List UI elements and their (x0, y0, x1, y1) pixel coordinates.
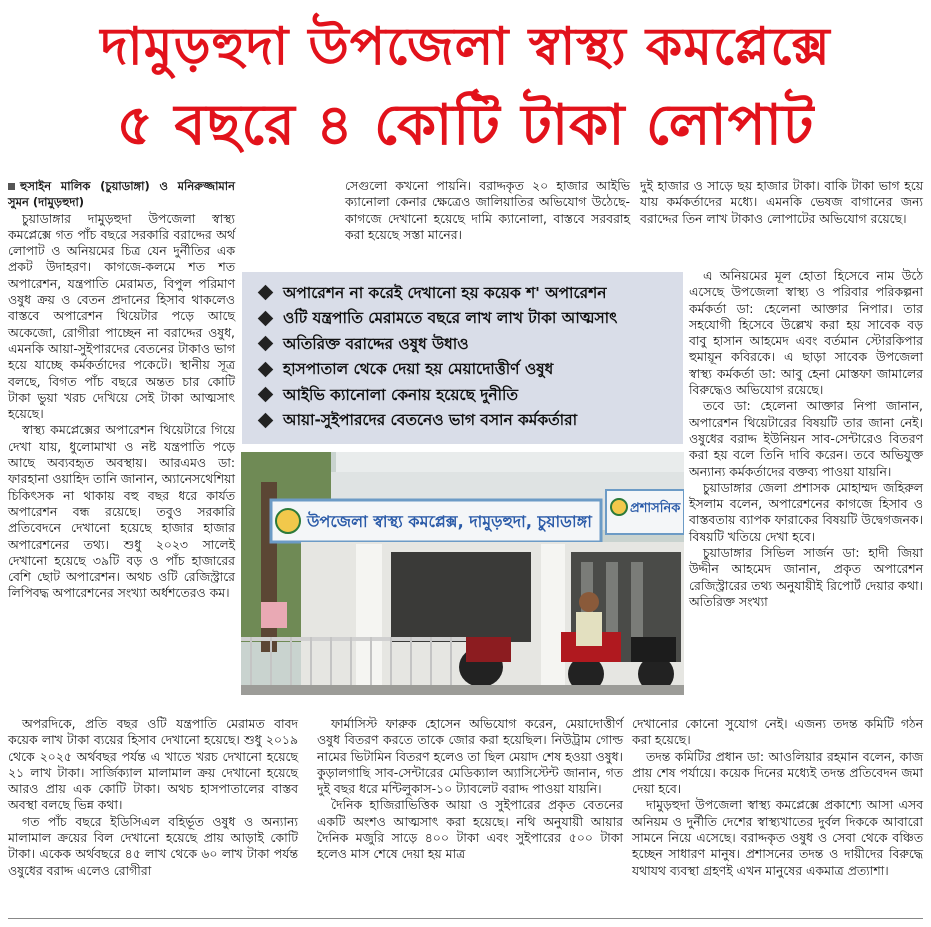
paragraph: ফার্মাসিস্ট ফারুক হোসেন অভিযোগ করেন, মেয়াদোত্তীর্ণ ওষুধ বিতরণ করতে তাকে জোর করা হয়েছিল। নিউট্রাম গোল্ড নামের ভিটামিন বিতরণ হলেও তা ছিল মেয়াদ শেষ হওয়া ওষুধ। কুড়ালগাছি সাব-সেন্টারের মেডিক্যাল অ্যাসিস্টেন্ট জানান, গত দুই বছর ধরে মন্টিলুকাস-১০ ট্যাবলেট বরাদ্দ পাওয়া যায়নি। (317, 716, 623, 797)
article-column-a-bottom (8, 716, 298, 879)
paragraph: দৈনিক হাজিরাভিত্তিক আয়া ও সুইপারের প্রকৃত বেতনের একটি অংশও আত্মসাৎ করা হয়েছে। নথি অনুযায়ী আয়ার দৈনিক মজুরি সাড়ে ৪০০ টাকা এবং সুইপারের ৫০০ টাকা হলেও মাস শেষে দেয়া হয় মাত্র (317, 797, 623, 862)
diamond-bullet-icon (258, 387, 274, 403)
headline-line-2: ৫ বছরে ৪ কোটি টাকা লোপাট (116, 93, 815, 158)
highlight-text: আয়া-সুইপারদের বেতনেও ভাগ বসান কর্মকর্তারা (283, 411, 578, 430)
highlight-text: হাসপাতাল থেকে দেয়া হয় মেয়াদোত্তীর্ণ ওষুধ (283, 360, 554, 379)
paragraph: চুয়াডাঙ্গার দামুড়হুদা উপজেলা স্বাস্থ্য কমপ্লেক্সে গত পাঁচ বছরে সরকারি বরাদ্দের অর্থ লোপাট ও অনিয়মের চিত্র যেন দুর্নীতির এক প্রকট উদাহরণ। কাগজে-কলমে শত শত অপারেশন, যন্ত্রপাতি মেরামত, বিপুল পরিমাণ ওষুধ ক্রয় ও বেতন প্রদানের হিসাব থাকলেও বাস্তবে অপারেশন থিয়েটার পড়ে আছে অকেজো, রোগীরা পাচ্ছেন না বরাদ্দের ওষুধ, এমনকি আয়া-সুইপারদের বেতনের টাকাও ভাগ হয়ে যাচ্ছে কর্মকর্তাদের পকেটে। স্থানীয় সূত্র বলছে, বিগত পাঁচ বছরে অন্তত চার কোটি টাকা ভুয়া খরচ দেখিয়ে সেই টাকা আত্মসাৎ হয়েছে। (8, 210, 235, 422)
highlight-item (252, 280, 673, 306)
paragraph: চুয়াডাঙ্গার সিভিল সার্জন ডা: হাদী জিয়া উদ্দীন আহমেদ জানান, প্রকৃত অপারেশন রেজিস্ট্রারের তথ্য অনুযায়ীই রিপোর্ট দেয়ার কথা। অতিরিক্ত সংখ্যা (689, 545, 923, 609)
highlight-item (252, 331, 673, 357)
paragraph: তদন্ত কমিটির প্রধান ডা: আওলিয়ার রহমান বলেন, কাজ প্রায় শেষ পর্যায়ে। কয়েক দিনের মধ্যেই তদন্ত প্রতিবেদন জমা দেয়া হবে। (632, 748, 923, 797)
headline-line-1: দামুড়হুদা উপজেলা স্বাস্থ্য কমপ্লেক্সে (100, 17, 831, 77)
highlights-box (242, 272, 683, 444)
article-column-c-middle (689, 268, 923, 610)
highlight-text: অপারেশন না করেই দেখানো হয় কয়েক শ' অপারেশন (283, 283, 607, 302)
article-column-c-top (640, 178, 923, 227)
paragraph: স্বাস্থ্য কমপ্লেক্সের অপারেশন থিয়েটারে গিয়ে দেখা যায়, ধুলোমাখা ও নষ্ট যন্ত্রপাতি পড়ে আছে অব্যবহৃত অবস্থায়। আরএমও ডা: ফারহানা ওয়াহিদ তানি জানান, অ্যানেসথেশিয়া চিকিৎসক না থাকায় বহু বছর ধরে কার্যত অপারেশন বন্ধ রয়েছে। তবুও সরকারি প্রতিবেদনে দেখানো হয়েছে হাজার হাজার অপারেশনের তথ্য। শুধু ২০২৩ সালেই দেখানো হয়েছে ৩৯টি বড় ও পাঁচ হাজারের বেশি ছোট অপারেশন। অথচ ওটি রেজিস্ট্রারে লিপিবদ্ধ অপারেশনের সংখ্যা অর্ধশতেরও কম। (8, 422, 235, 601)
paragraph: সেগুলো কখনো পায়নি। বরাদ্দকৃত ২০ হাজার আইভি ক্যানোলা কেনার ক্ষেত্রেও জালিয়াতির অভিযোগ উঠেছে- কাগজে দেখানো হয়েছে দামি ক্যানোলা, বাস্তবে সরবরাহ করা হয়েছে সস্তা মানের। (345, 178, 630, 242)
highlight-text: অতিরিক্ত বরাদ্দের ওষুধ উধাও (283, 334, 469, 353)
sign-main-text: উপজেলা স্বাস্থ্য কমপ্লেক্স, দামুড়হুদা, চুয়াডাঙ্গা (307, 512, 592, 531)
byline (8, 178, 235, 211)
paragraph: তবে ডা: হেলেনা আক্তার নিপা জানান, অপারেশন থিয়েটারের বিষয়টি তার জানা নেই। ওষুধের বরাদ্দ ইউনিয়ন সাব-সেন্টারেও বিতরণ করা হয় বলে তিনি দাবি করেন। তবে অভিযুক্ত অন্যান্য কর্মকর্তাদের বক্তব্য পাওয়া যায়নি। (689, 398, 923, 479)
highlight-text: আইভি ক্যানোলা কেনায় হয়েছে দুনীতি (283, 385, 518, 404)
highlight-text: ওটি যন্ত্রপাতি মেরামতে বছরে লাখ লাখ টাকা আত্মসাৎ (283, 309, 618, 328)
diamond-bullet-icon (258, 336, 274, 352)
hospital-building-illustration (241, 452, 684, 695)
highlight-item (252, 306, 673, 332)
article-column-b-bottom (317, 716, 623, 863)
paragraph: চুয়াডাঙ্গার জেলা প্রশাসক মোহাম্মদ জহিরুল ইসলাম বলেন, অপারেশনের কাগজে হিসাব ও বাস্তবতায় ব্যাপক ফারাকের বিষয়টি উদ্বেগজনক। বিষয়টি খতিয়ে দেখা হবে। (689, 479, 923, 544)
highlight-item (252, 382, 673, 408)
article-column-b-top (345, 178, 630, 243)
byline-square-icon (8, 183, 15, 190)
diamond-bullet-icon (258, 412, 274, 428)
paragraph: গত পাঁচ বছরে ইডিসিএল বহির্ভূত ওষুধ ও অন্যান্য মালামাল ক্রয়ের বিল দেখানো হয়েছে প্রায় আড়াই কোটি টাকা। একেক অর্থবছরে ৪৫ লাখ থেকে ৬০ লাখ টাকা পর্যন্ত ওষুধের বরাদ্দ এলেও রোগীরা (8, 813, 298, 878)
highlight-item (252, 408, 673, 434)
paragraph: দেখানোর কোনো সুযোগ নেই। এজন্য তদন্ত কমিটি গঠন করা হয়েছে। (632, 716, 923, 748)
paragraph: অপরদিকে, প্রতি বছর ওটি যন্ত্রপাতি মেরামত বাবদ কয়েক লাখ টাকা ব্যয়ের হিসাব দেখানো হয়েছে। শুধু ২০১৯ থেকে ২০২৫ অর্থবছর পর্যন্ত এ খাতে খরচ দেখানো হয়েছে ২১ লাখ টাকা। সার্জিক্যাল মালামাল ক্রয় দেখানো হয়েছে আরও প্রায় এক কোটি টাকা। অথচ হাসপাতালের বাস্তব অবস্থা বলছে ভিন্ন কথা। (8, 716, 298, 813)
paragraph: দামুড়হুদা উপজেলা স্বাস্থ্য কমপ্লেক্সে প্রকাশ্যে আসা এসব অনিয়ম ও দুর্নীতি দেশের স্বাস্থ্যখাতের দুর্বল দিককে আবারো সামনে নিয়ে এসেছে। বরাদ্দকৃত ওষুধ ও সেবা থেকে বঞ্চিত হচ্ছেন সাধারণ মানুষ। প্রশাসনের তদন্ত ও দায়ীদের বিরুদ্ধে যথাযথ ব্যবস্থা গ্রহণই এখন মানুষের একমাত্র প্রত্যাশা। (632, 797, 923, 878)
diamond-bullet-icon (258, 361, 274, 377)
article-column-a-top (8, 178, 235, 602)
sign-side-text: প্রশাসনিক (630, 501, 681, 516)
bottom-divider (8, 918, 923, 919)
paragraph: এ অনিয়মের মূল হোতা হিসেবে নাম উঠে এসেছে উপজেলা স্বাস্থ্য ও পরিবার পরিকল্পনা কর্মকর্তা ডা: হেলেনা আক্তার নিপার। তার সহযোগী হিসেবে উল্লেখ করা হয় সাবেক বড় বাবু হাসান আহমেদ এবং বর্তমান স্টোরকিপার হুমায়ূন কবিরকে। এ ছাড়া সাবেক উপজেলা স্বাস্থ্য কর্মকর্তা ডা: আবু হেনা মোস্তফা জামালের বিরুদ্ধেও অভিযোগ রয়েছে। (689, 268, 923, 398)
hospital-photo (241, 452, 684, 695)
highlight-item (252, 357, 673, 383)
byline-text: হুসাইন মালিক (চুয়াডাঙ্গা) ও মনিরুজ্জামান সুমন (দামুড়হুদা) (8, 179, 235, 210)
diamond-bullet-icon (258, 310, 274, 326)
diamond-bullet-icon (258, 285, 274, 301)
paragraph: দুই হাজার ও সাড়ে ছয় হাজার টাকা। বাকি টাকা ভাগ হয়ে যায় কর্মকর্তাদের মধ্যে। এমনকি ভেষজ বাগানের জন্য বরাদ্দের তিন লাখ টাকাও লোপাটের অভিযোগ রয়েছে। (640, 178, 923, 226)
article-column-c-bottom (632, 716, 923, 879)
